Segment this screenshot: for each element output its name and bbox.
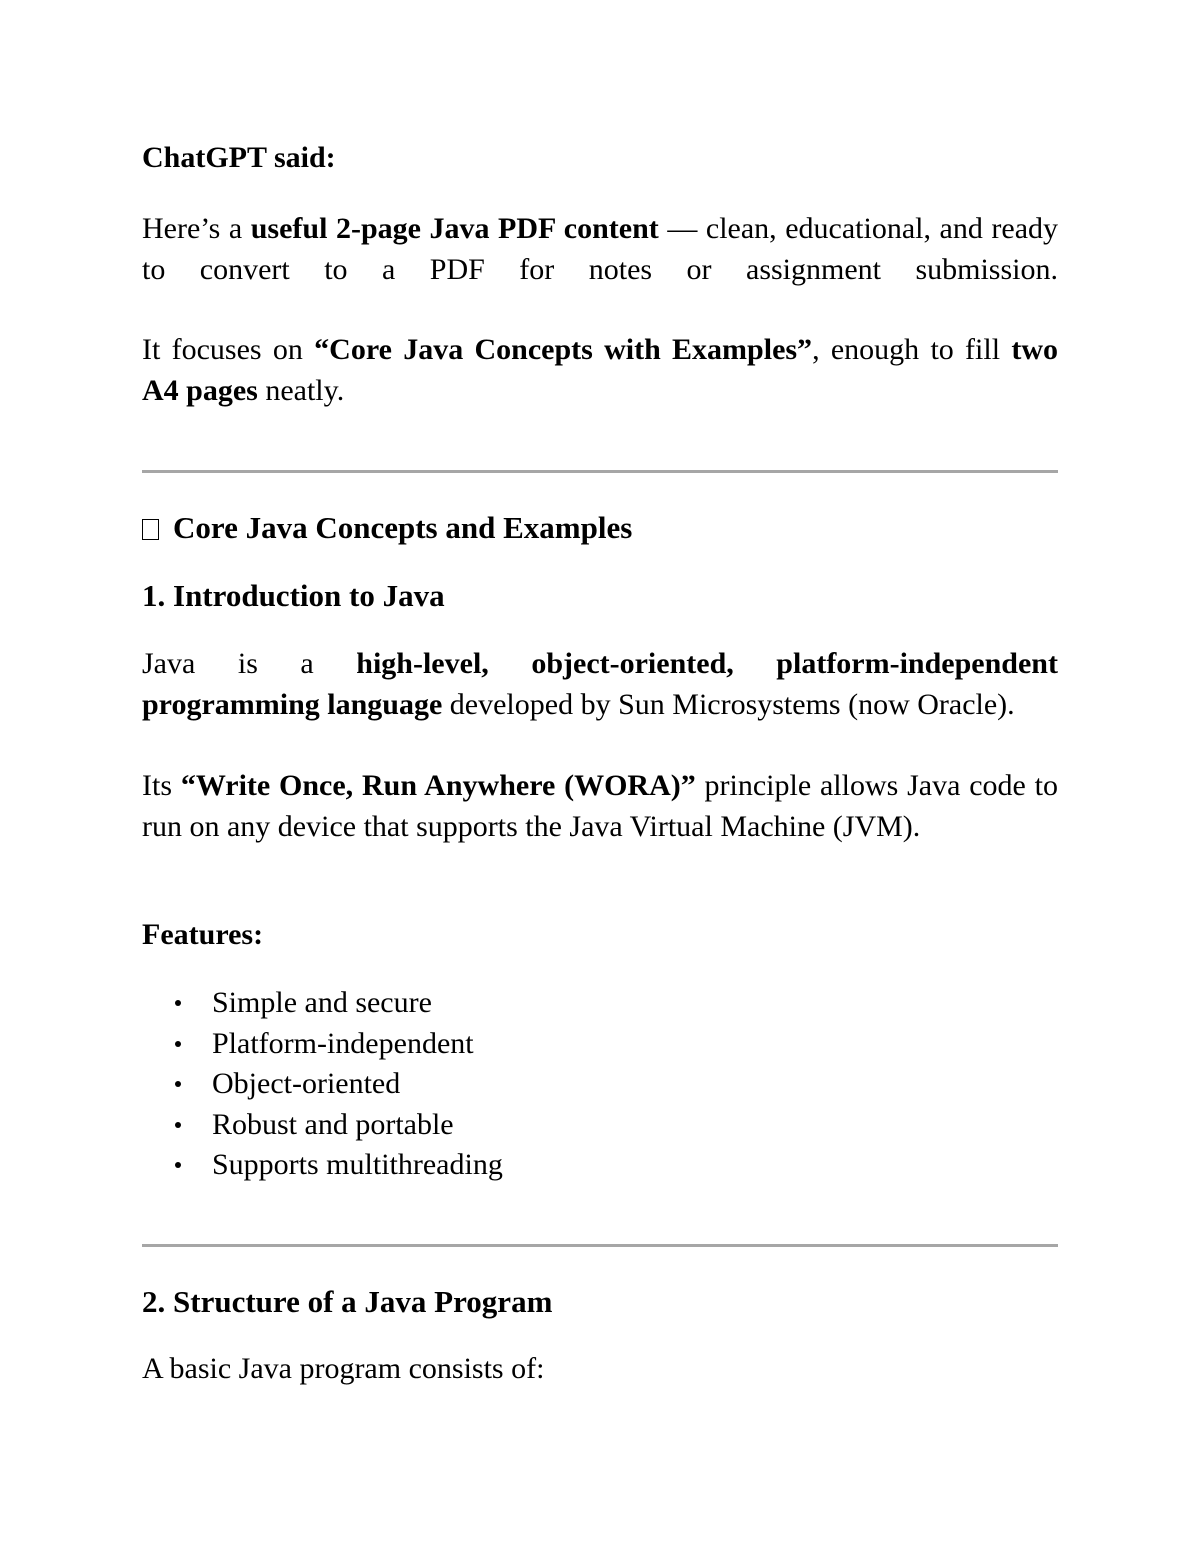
section-2-paragraph: A basic Java program consists of: [142, 1352, 545, 1385]
intro-bold: “Core Java Concepts with Examples” [314, 333, 813, 366]
horizontal-divider [142, 1244, 1058, 1247]
intro-paragraph [142, 209, 1058, 290]
bullet-icon [175, 1162, 181, 1168]
bullet-icon [175, 1081, 181, 1087]
intro-paragraph-2 [142, 330, 1058, 411]
box-icon [142, 519, 159, 540]
list-item [142, 1105, 1058, 1146]
section-1-paragraph [142, 644, 1058, 725]
body-text: developed by Sun Microsystems (now Oracle). [442, 687, 1015, 721]
section-title-introduction: 1. Introduction to Java [142, 578, 445, 613]
features-list [142, 983, 1058, 1186]
section-title-structure: 2. Structure of a Java Program [142, 1284, 553, 1319]
intro-text: , enough to fill [812, 333, 1012, 366]
list-item [142, 983, 1058, 1024]
body-text: Its [142, 769, 181, 802]
body-text: principle allows Java code to run on any device that supports the Java Virtual Machine (JVM). [142, 769, 1058, 843]
list-item-text: Supports multithreading [212, 1148, 503, 1181]
body-bold: high-level, object-oriented, platform-independent programming language [142, 647, 1058, 721]
intro-bold: two A4 pages [142, 333, 1058, 407]
list-item-text: Simple and secure [212, 986, 432, 1019]
list-item-text: Object-oriented [212, 1067, 401, 1100]
list-item [142, 1024, 1058, 1065]
bullet-icon [175, 1000, 181, 1006]
list-item [142, 1064, 1058, 1105]
body-bold: “Write Once, Run Anywhere (WORA)” [180, 769, 696, 802]
response-label: ChatGPT said: [142, 141, 336, 174]
intro-text: Here’s a [142, 212, 251, 245]
list-item-text: Platform-independent [212, 1026, 474, 1060]
section-1-paragraph-2 [142, 766, 1058, 847]
intro-text: It focuses on [142, 333, 315, 366]
horizontal-divider [142, 470, 1058, 473]
intro-text: neatly. [257, 373, 345, 407]
document-title-text: Core Java Concepts and Examples [173, 510, 633, 545]
bullet-icon [175, 1122, 181, 1128]
list-item-text: Robust and portable [212, 1107, 454, 1141]
intro-text: — clean, educational, and ready to convert to a PDF for notes or assignment submission. [142, 212, 1059, 286]
intro-bold: useful 2-page Java PDF content [250, 212, 659, 245]
bullet-icon [175, 1041, 181, 1047]
list-item [142, 1145, 1058, 1186]
features-label: Features: [142, 918, 264, 951]
body-text: Java is a [142, 647, 357, 680]
document-title [142, 508, 1058, 549]
